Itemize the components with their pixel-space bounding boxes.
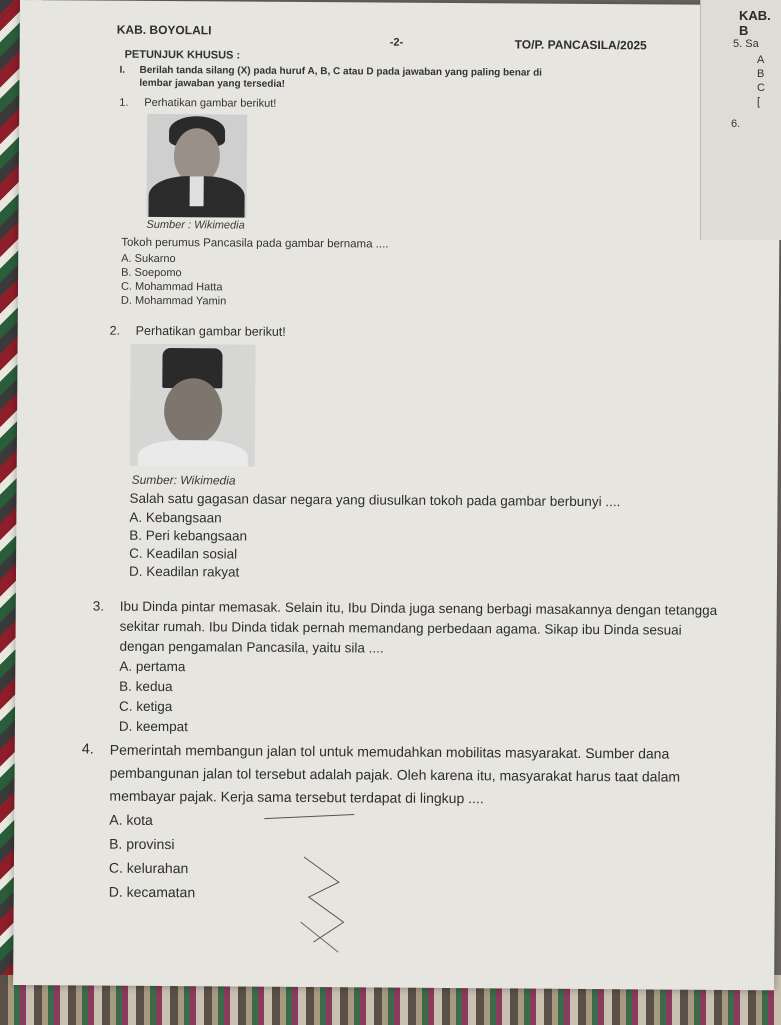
q3-option-b[interactable]: B. kedua <box>119 678 173 695</box>
exam-sheet <box>13 0 781 990</box>
q2-option-d[interactable]: D. Keadilan rakyat <box>128 563 240 580</box>
q4-line-1: Pemerintah membangun jalan tol untuk memudahkan mobilitas masyarakat. Sumber dana <box>109 741 670 762</box>
next-page-q5: 5. Sa <box>733 38 759 50</box>
q2-number: 2. <box>109 323 121 338</box>
q4-option-c[interactable]: C. kelurahan <box>108 859 189 877</box>
q2-stem: Perhatikan gambar berikut! <box>135 323 286 339</box>
q2-prompt: Salah satu gagasan dasar negara yang diusulkan tokoh pada gambar berbunyi .... <box>129 490 621 510</box>
q2-option-a[interactable]: A. Kebangsaan <box>129 509 222 526</box>
q1-caption: Sumber : Wikimedia <box>146 218 245 232</box>
next-page-header: KAB. B <box>739 8 771 38</box>
q2-caption: Sumber: Wikimedia <box>131 472 236 488</box>
q3-line-2: sekitar rumah. Ibu Dinda tidak pernah memandang perbedaan agama. Sikap ibu Dinda sesuai <box>119 618 682 638</box>
pen-scribble <box>298 852 359 962</box>
q1-prompt: Tokoh perumus Pancasila pada gambar bernama .... <box>121 236 389 251</box>
next-page-edge <box>700 0 781 240</box>
next-page-option-c: C <box>757 82 765 94</box>
q3-number: 3. <box>92 598 105 614</box>
q1-option-d[interactable]: D. Mohammad Yamin <box>120 294 227 308</box>
school-header: KAB. BOYOLALI <box>116 22 212 38</box>
instructions-line-2: lembar jawaban yang tersedia! <box>139 77 286 90</box>
instructions-line-1: Berilah tanda silang (X) pada huruf A, B, C atau D pada jawaban yang paling benar di <box>139 64 543 79</box>
q4-option-b[interactable]: B. provinsi <box>109 835 175 853</box>
q1-option-c[interactable]: C. Mohammad Hatta <box>120 280 223 294</box>
q4-option-a[interactable]: A. kota <box>109 811 153 828</box>
q3-line-1: Ibu Dinda pintar memasak. Selain itu, Ibu Dinda juga senang berbagi masakannya dengan tetangga <box>119 598 718 618</box>
q4-line-3: membayar pajak. Kerja sama tersebut terdapat di lingkup .... <box>109 787 484 807</box>
q1-stem: Perhatikan gambar berikut! <box>144 96 277 110</box>
q3-option-d[interactable]: D. keempat <box>118 718 189 735</box>
q2-portrait-photo <box>130 344 256 467</box>
q2-option-b[interactable]: B. Peri kebangsaan <box>129 527 248 544</box>
q1-portrait-photo <box>146 114 247 218</box>
q2-option-c[interactable]: C. Keadilan sosial <box>129 545 238 562</box>
q3-option-c[interactable]: C. ketiga <box>119 698 173 715</box>
q3-line-3: dengan pengamalan Pancasila, yaitu sila .... <box>119 638 384 656</box>
next-page-q6: 6. <box>731 118 741 130</box>
q4-number: 4. <box>81 741 94 758</box>
next-page-option-d: [ <box>757 96 761 108</box>
page-number: -2- <box>389 36 404 49</box>
q1-option-a[interactable]: A. Sukarno <box>121 252 176 266</box>
q1-option-b[interactable]: B. Soepomo <box>121 266 182 280</box>
exam-code: TO/P. PANCASILA/2025 <box>514 37 647 53</box>
q4-line-2: pembangunan jalan tol tersebut adalah pajak. Oleh karena itu, masyarakat harus taat dalam <box>109 764 681 785</box>
instructions-roman: I. <box>119 64 126 76</box>
q3-option-a[interactable]: A. pertama <box>119 658 186 675</box>
q1-number: 1. <box>119 96 129 109</box>
q4-option-d[interactable]: D. kecamatan <box>108 883 196 901</box>
instructions-title: PETUNJUK KHUSUS : <box>124 48 241 62</box>
pen-mark <box>264 814 354 819</box>
next-page-option-b: B <box>757 68 765 80</box>
next-page-option-a: A <box>757 54 765 66</box>
